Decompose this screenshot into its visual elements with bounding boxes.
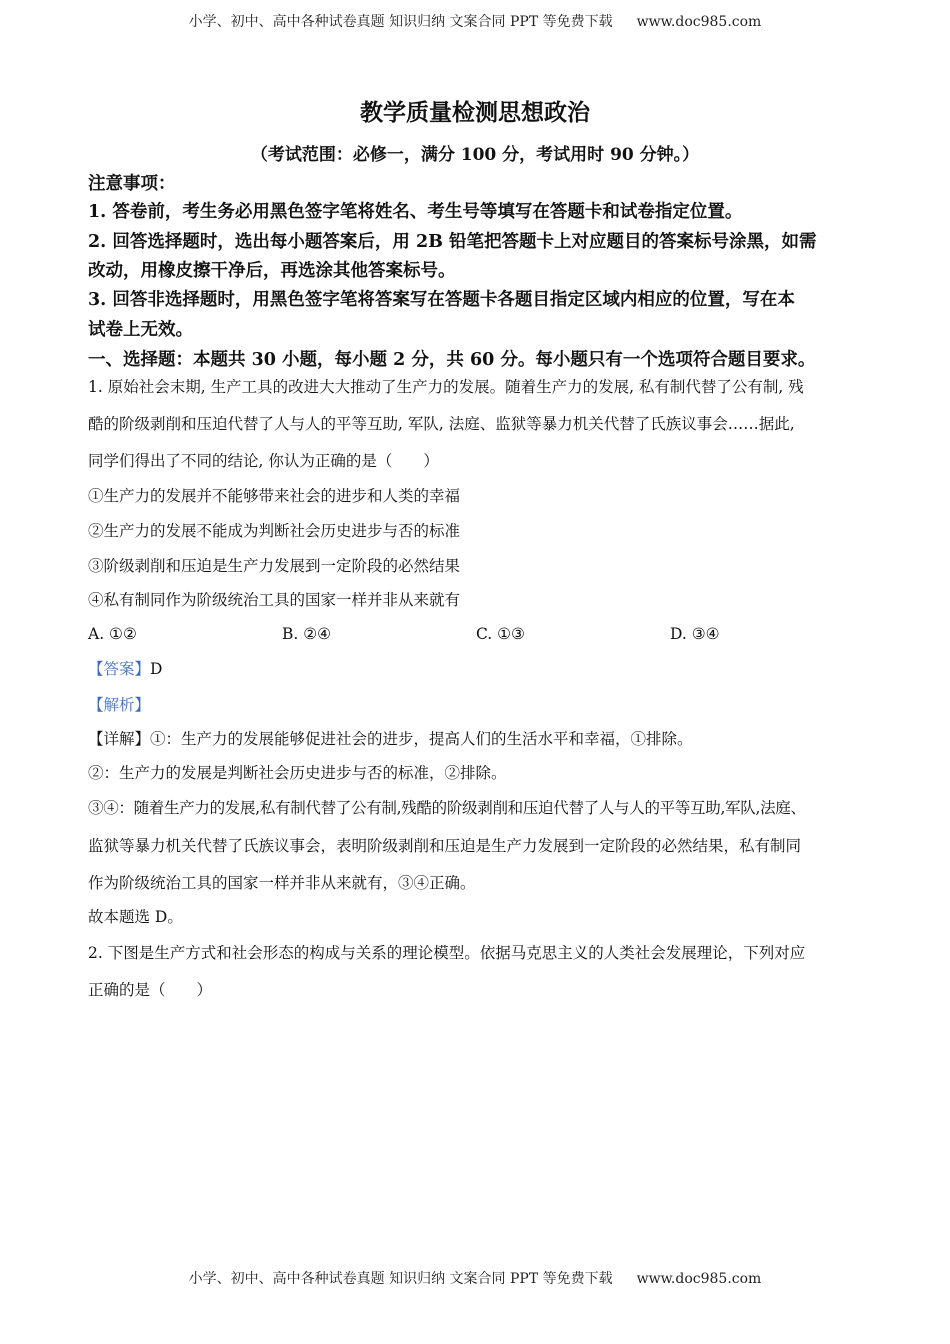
q2-stem: 2. 下图是生产方式和社会形态的构成与关系的理论模型。依据马克思主义的人类社会发展理论，下列对应 [88, 944, 806, 962]
q1-option-b: B. ②④ [282, 625, 332, 643]
analysis-tag: 【解析】 [88, 696, 151, 714]
q1-detail: 【详解】①：生产力的发展能够促进社会的进步，提高人们的生活水平和幸福，①排除。 [88, 730, 693, 748]
answer-tag: 【答案】 [88, 660, 151, 678]
q1-statement: ①生产力的发展并不能够带来社会的进步和人类的幸福 [88, 487, 461, 505]
exam-scope: （考试范围：必修一，满分 100 分，考试用时 90 分钟。） [250, 145, 700, 165]
q1-detail: ②：生产力的发展是判断社会历史进步与否的标准，②排除。 [88, 764, 507, 782]
note-line: 1. 答卷前，考生务必用黑色签字笔将姓名、考生号等填写在答题卡和试卷指定位置。 [88, 202, 743, 222]
page-header [0, 15, 950, 29]
notes-heading: 注意事项： [88, 174, 176, 194]
page-footer [0, 1272, 950, 1286]
q1-answer [88, 662, 162, 678]
q1-detail: 故本题选 D。 [88, 908, 183, 926]
section-heading: 一、选择题：本题共 30 小题，每小题 2 分，共 60 分。每小题只有一个选项符合题目要求。 [88, 350, 816, 370]
q1-detail: 作为阶级统治工具的国家一样并非从来就有，③④正确。 [88, 874, 476, 892]
note-line: 2. 回答选择题时，选出每小题答案后，用 2B 铅笔把答题卡上对应题目的答案标号涂黑，如需 [88, 232, 817, 252]
header-text: 小学、初中、高中各种试卷真题 知识归纳 文案合同 PPT 等免费下载 [188, 14, 613, 30]
footer-url: www.doc985.com [636, 1271, 762, 1287]
q1-statement: ③阶级剥削和压迫是生产力发展到一定阶段的必然结果 [88, 557, 461, 575]
q1-statement: ②生产力的发展不能成为判断社会历史进步与否的标准 [88, 522, 461, 540]
q2-stem: 正确的是（ ） [88, 981, 213, 999]
q1-detail: 监狱等暴力机关代替了氏族议事会，表明阶级剥削和压迫是生产力发展到一定阶段的必然结果，私有制同 [88, 837, 802, 855]
q1-stem: 同学们得出了不同的结论, 你认为正确的是（ ） [88, 452, 439, 470]
q1-stem: 酷的阶级剥削和压迫代替了人与人的平等互助, 军队, 法庭、监狱等暴力机关代替了氏族议事会……据此, [88, 415, 795, 433]
note-line: 3. 回答非选择题时，用黑色签字笔将答案写在答题卡各题目指定区域内相应的位置，写在本 [88, 290, 795, 310]
q1-option-a: A. ①② [88, 625, 137, 643]
q1-stem: 1. 原始社会末期, 生产工具的改进大大推动了生产力的发展。随着生产力的发展, 私有制代替了公有制, 残 [88, 378, 804, 396]
document-title: 教学质量检测思想政治 [360, 99, 590, 126]
q1-detail: ③④：随着生产力的发展,私有制代替了公有制,残酷的阶级剥削和压迫代替了人与人的平等互助,军队,法庭、 [88, 799, 806, 817]
header-url: www.doc985.com [636, 14, 762, 30]
q1-option-c: C. ①③ [476, 625, 525, 643]
footer-text: 小学、初中、高中各种试卷真题 知识归纳 文案合同 PPT 等免费下载 [188, 1271, 613, 1287]
q1-statement: ④私有制同作为阶级统治工具的国家一样并非从来就有 [88, 591, 461, 609]
answer-value: D [150, 660, 163, 678]
q1-option-d: D. ③④ [670, 625, 720, 643]
note-line: 试卷上无效。 [88, 320, 193, 340]
note-line: 改动，用橡皮擦干净后，再选涂其他答案标号。 [88, 261, 456, 281]
